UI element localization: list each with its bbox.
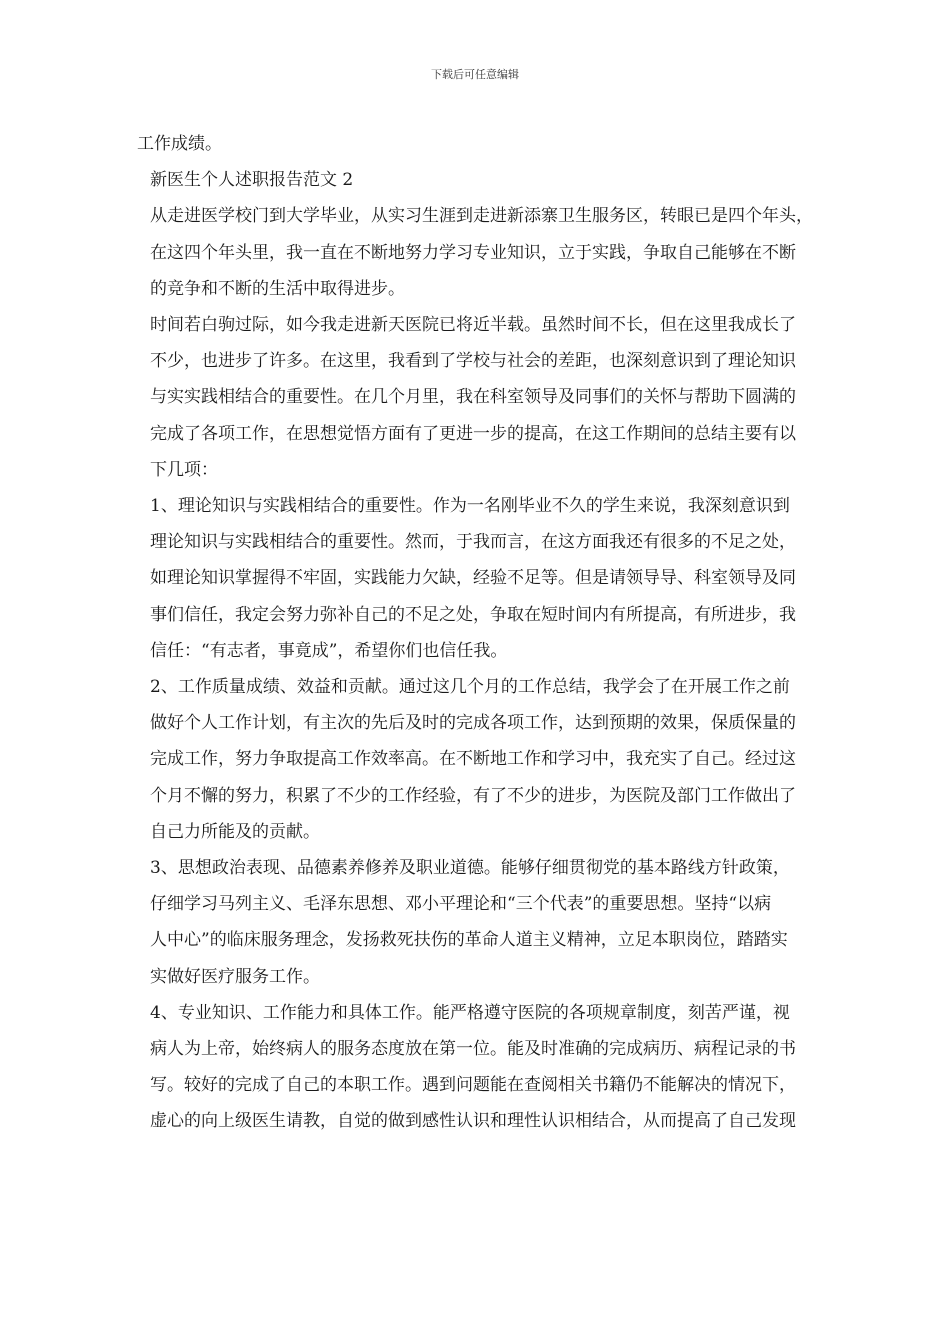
paragraph-line: 1、理论知识与实践相结合的重要性。作为一名刚毕业不久的学生来说，我深刻意识到 <box>150 496 790 517</box>
page-header-note: 下载后可任意编辑 <box>431 68 519 81</box>
paragraph <box>137 162 889 198</box>
paragraph-line: 工作成绩。 <box>137 134 222 154</box>
paragraph <box>137 307 889 488</box>
paragraph-line: 病人为上帝，始终病人的服务态度放在第一位。能及时准确的完成病历、病程记录的书 <box>150 1039 796 1060</box>
paragraph-line: 时间若白驹过际，如今我走进新天医院已将近半载。虽然时间不长，但在这里我成长了 <box>150 315 796 336</box>
paragraph-line: 虚心的向上级医生请教，自觉的做到感性认识和理性认识相结合，从而提高了自己发现 <box>150 1111 796 1132</box>
paragraph-line: 新医生个人述职报告范文 2 <box>150 170 354 191</box>
paragraph-line: 实做好医疗服务工作。 <box>150 966 320 987</box>
paragraph-line: 完成了各项工作，在思想觉悟方面有了更进一步的提高，在这工作期间的总结主要有以 <box>150 423 796 444</box>
paragraph-line: 做好个人工作计划，有主次的先后及时的完成各项工作，达到预期的效果，保质保量的 <box>150 713 796 734</box>
paragraph-line: 在这四个年头里，我一直在不断地努力学习专业知识，立于实践，争取自己能够在不断 <box>150 242 796 263</box>
paragraph <box>137 669 889 850</box>
paragraph-line: 3、思想政治表现、品德素养修养及职业道德。能够仔细贯彻党的基本路线方针政策， <box>150 858 790 879</box>
paragraph-line: 4、专业知识、工作能力和具体工作。能严格遵守医院的各项规章制度，刻苦严谨，视 <box>150 1002 790 1023</box>
paragraph-line: 自己力所能及的贡献。 <box>150 821 320 842</box>
paragraph-line: 个月不懈的努力，积累了不少的工作经验，有了不少的进步，为医院及部门工作做出了 <box>150 785 796 806</box>
paragraph-line: 信任：“有志者，事竟成”，希望你们也信任我。 <box>150 640 508 661</box>
paragraph-line: 理论知识与实践相结合的重要性。然而，于我而言，在这方面我还有很多的不足之处， <box>150 532 796 553</box>
paragraph-line: 的竞争和不断的生活中取得进步。 <box>150 278 405 299</box>
paragraph-line: 写。较好的完成了自己的本职工作。遇到问题能在查阅相关书籍仍不能解决的情况下， <box>150 1075 796 1096</box>
paragraph-line: 不少，也进步了许多。在这里，我看到了学校与社会的差距，也深刻意识到了理论知识 <box>150 351 796 372</box>
paragraph-line: 仔细学习马列主义、毛泽东思想、邓小平理论和“三个代表”的重要思想。坚持“以病 <box>150 894 772 915</box>
document-body <box>137 126 889 1140</box>
paragraph-line: 完成工作，努力争取提高工作效率高。在不断地工作和学习中，我充实了自己。经过这 <box>150 749 796 770</box>
paragraph-line: 事们信任，我定会努力弥补自己的不足之处，争取在短时间内有所提高，有所进步，我 <box>150 604 796 625</box>
paragraph-line: 与实实践相结合的重要性。在几个月里，我在科室领导及同事们的关怀与帮助下圆满的 <box>150 387 796 408</box>
paragraph-line: 如理论知识掌握得不牢固，实践能力欠缺，经验不足等。但是请领导导、科室领导及同 <box>150 568 796 589</box>
paragraph-line: 从走进医学校门到大学毕业，从实习生涯到走进新添寨卫生服务区，转眼已是四个年头， <box>150 206 813 227</box>
paragraph-line: 下几项： <box>150 459 218 480</box>
paragraph <box>137 126 889 162</box>
paragraph <box>137 850 889 995</box>
paragraph-line: 2、工作质量成绩、效益和贡献。通过这几个月的工作总结，我学会了在开展工作之前 <box>150 677 790 698</box>
paragraph <box>137 198 889 307</box>
paragraph <box>137 995 889 1140</box>
paragraph <box>137 488 889 669</box>
paragraph-line: 人中心”的临床服务理念，发扬救死扶伤的革命人道主义精神，立足本职岗位，踏踏实 <box>150 930 788 951</box>
